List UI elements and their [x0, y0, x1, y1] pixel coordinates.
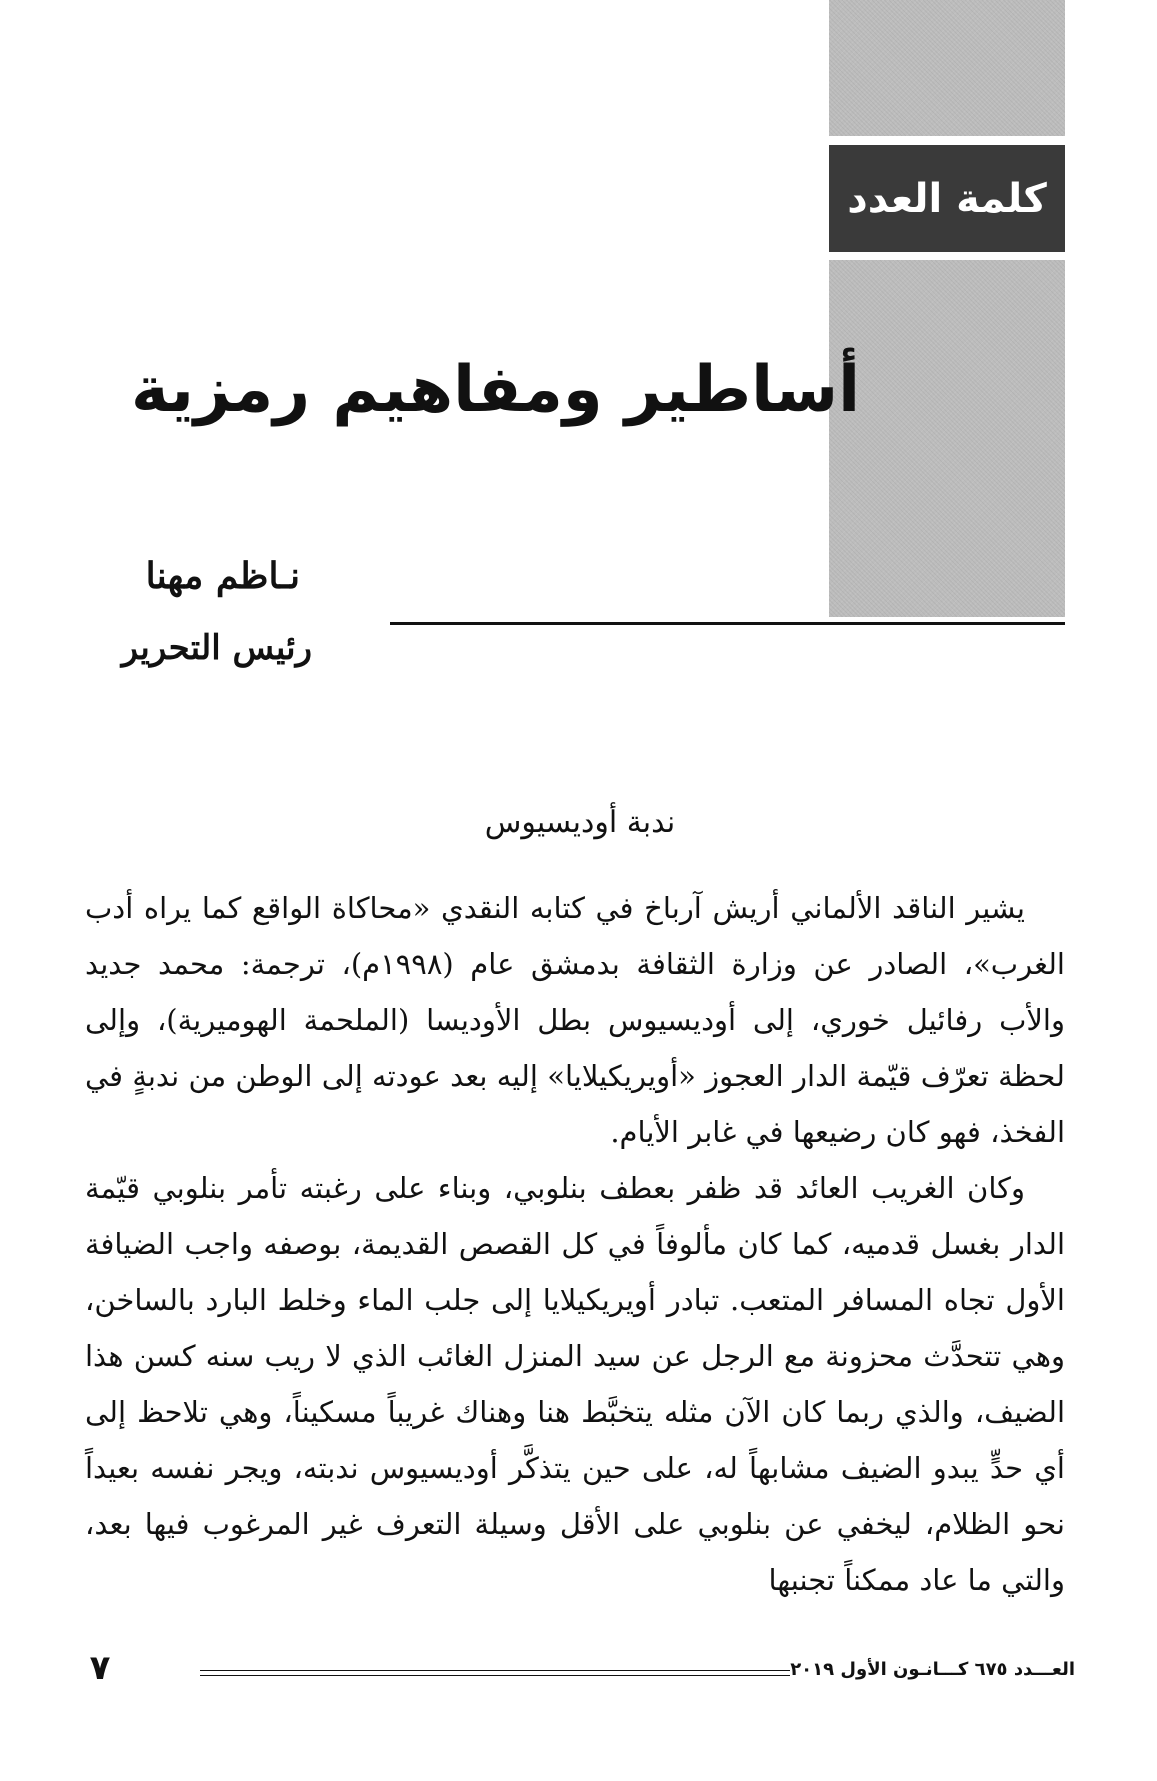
footer-issue-info: العـــدد ٦٧٥ كـــانـون الأول ٢٠١٩ [790, 1659, 1075, 1680]
header-divider [390, 622, 1065, 625]
article-body [85, 880, 1065, 1608]
author-role: رئيس التحرير [121, 628, 312, 668]
section-label: كلمة العدد [829, 145, 1065, 252]
article-subtitle: ندبة أوديسيوس [484, 805, 676, 840]
decorative-band-bottom [829, 260, 1065, 617]
footer-divider [200, 1670, 790, 1676]
author-name: نـاظم مهنا [145, 555, 300, 597]
decorative-band-top [829, 0, 1065, 136]
paragraph: يشير الناقد الألماني أريش آرباخ في كتابه النقدي «محاكاة الواقع كما يراه أدب الغرب»، الصادر عن وزارة الثقافة بدمشق عام (١٩٩٨م)، ترجمة: محمد جديد والأب رفائيل خوري، إلى أوديسيوس بطل الأوديسا (الملحمة الهوميرية)، وإلى لحظة تعرّف قيّمة الدار العجوز «أويريكيلايا» إليه بعد عودته إلى الوطن من ندبةٍ في الفخذ، فهو كان رضيعها في غابر الأيام. [85, 891, 1065, 1149]
article-title: أساطير ومفاهيم رمزية [131, 353, 860, 427]
paragraph: وكان الغريب العائد قد ظفر بعطف بنلوبي، وبناء على رغبته تأمر بنلوبي قيّمة الدار بغسل قدميه، كما كان مألوفاً في كل القصص القديمة، بوصفه واجب الضيافة الأول تجاه المسافر المتعب. تبادر أويريكيلايا إلى جلب الماء وخلط البارد بالساخن، وهي تتحدَّث محزونة مع الرجل عن سيد المنزل الغائب الذي لا ريب سنه كسن هذا الضيف، والذي ربما كان الآن مثله يتخبَّط هنا وهناك غريباً مسكيناً، وهي تلاحظ إلى أي حدٍّ يبدو الضيف مشابهاً له، على حين يتذكَّر أوديسيوس ندبته، ويجر نفسه بعيداً نحو الظلام، ليخفي عن بنلوبي على الأقل وسيلة التعرف غير المرغوب فيها بعد، والتي ما عاد ممكناً تجنبها [85, 1171, 1065, 1597]
page-number: ٧ [89, 1648, 111, 1688]
